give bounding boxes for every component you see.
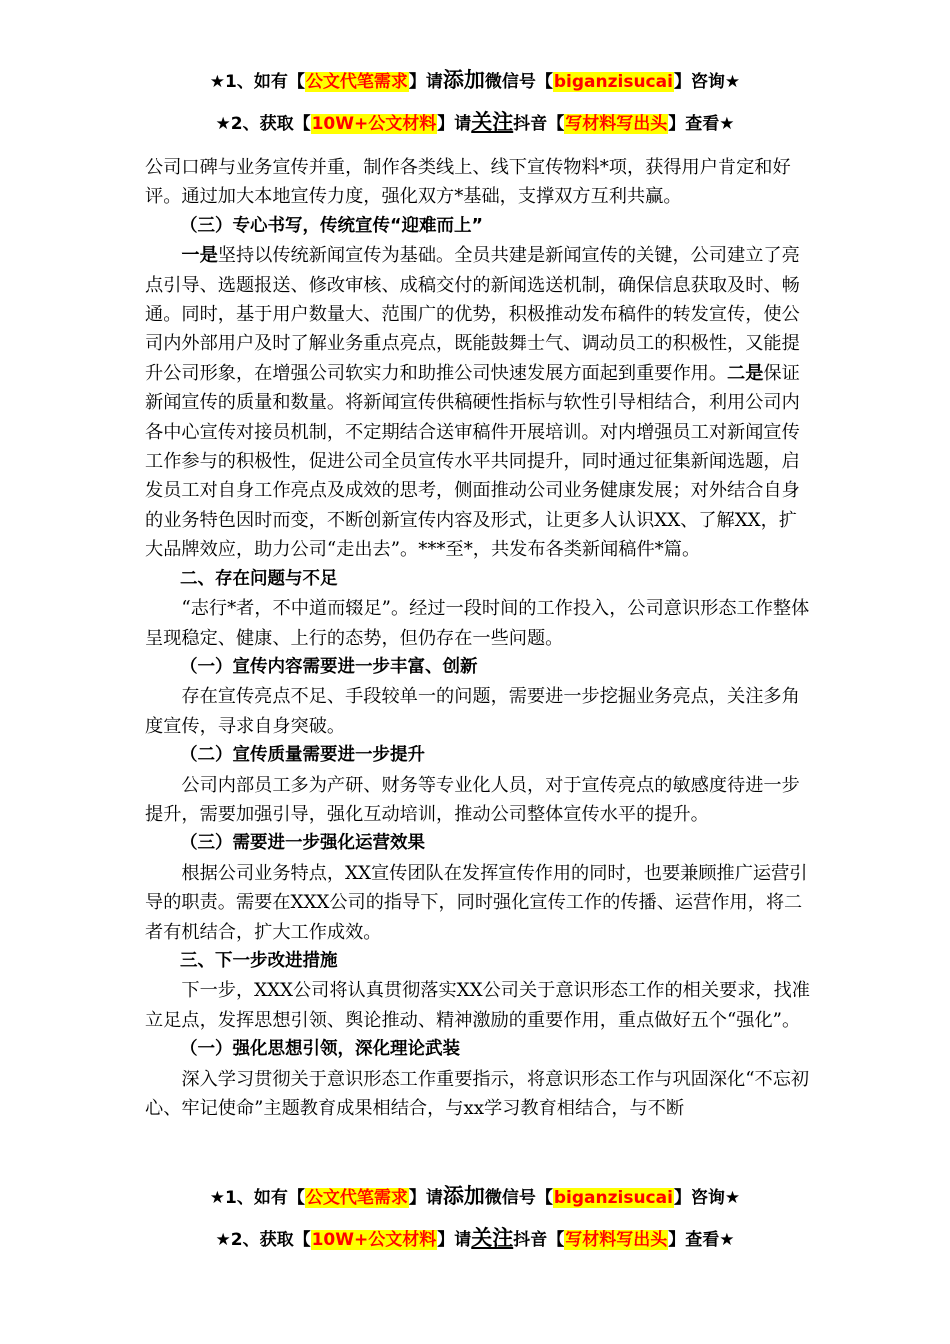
banner-emphasis: 添加	[442, 68, 485, 92]
banner-highlight-service: 公文代笔需求	[305, 72, 408, 92]
banner-text: ★2、获取【	[215, 1230, 311, 1250]
banner-text: 抖音【	[513, 114, 565, 134]
banner-highlight-wechat-id: biganzisucai	[553, 72, 673, 92]
paragraph-text: 坚持以传统新闻宣传为基础。全员共建是新闻宣传的关键，公司建立了亮点引导、选题报送、修改审核、成稿交付的新闻选送机制，确保信息获取及时、畅通。同时，基于用户数量大、范围广的优势，积极推动发布稿件的转发宣传，使公司内外部用户及时了解业务重点亮点，既能鼓舞士气、调动员工的积极性，又能提升公司形象，在增强公司软实力和助推公司快速发展方面起到重要作用。	[145, 245, 800, 384]
banner-text: 】请	[408, 72, 443, 92]
banner-highlight-materials: 10W+公文材料	[311, 1230, 437, 1250]
top-banner-line-1	[0, 68, 950, 94]
section-heading: 三、下一步改进措施	[180, 950, 338, 971]
section-heading: 二、存在问题与不足	[180, 568, 338, 589]
banner-highlight-materials: 10W+公文材料	[311, 114, 437, 134]
banner-text: 】请	[437, 114, 472, 134]
banner-highlight-service: 公文代笔需求	[305, 1188, 408, 1208]
section-heading: （二）宣传质量需要进一步提升	[180, 745, 425, 766]
paragraph: 下一步，XXX公司将认真贯彻落实XX公司关于意识形态工作的相关要求，找准立足点，发挥思想引领、舆论推动、精神激励的重要作用，重点做好五个“强化”。	[145, 980, 810, 1031]
section-heading: （一）强化思想引领，深化理论武装	[180, 1039, 460, 1060]
banner-text: 】咨询★	[673, 72, 741, 92]
paragraph: 公司口碑与业务宣传并重，制作各类线上、线下宣传物料*项，获得用户肯定和好评。通过加大本地宣传力度，强化双方*基础，支撑双方互利共赢。	[145, 157, 791, 208]
banner-text: 抖音【	[513, 1230, 565, 1250]
banner-text: ★1、如有【	[209, 1188, 305, 1208]
banner-text: 微信号【	[484, 72, 553, 92]
banner-text: ★1、如有【	[209, 72, 305, 92]
banner-highlight-douyin: 写材料写出头	[565, 114, 668, 134]
paragraph-text: 保证新闻宣传的质量和数量。将新闻宣传供稿硬性指标与软性引导相结合，利用公司内各中心宣传对接员机制，不定期结合送审稿件开展培训。对内增强员工对新闻宣传工作参与的积极性，促进公司全员宣传水平共同提升，同时通过征集新闻选题，启发员工对自身工作亮点及成效的思考，侧面推动公司业务健康发展；对外结合自身的业务特色因时而变，不断创新宣传内容及形式，让更多人认识XX、了解XX，扩大品牌效应，助力公司“走出去”。***至*，共发布各类新闻稿件*篇。	[145, 362, 800, 561]
banner-text: 】查看★	[668, 114, 735, 134]
top-banner-line-2	[0, 110, 950, 136]
banner-text: 】请	[437, 1230, 472, 1250]
bottom-banner-line-2	[0, 1226, 950, 1252]
lead-term: 一是	[181, 245, 218, 267]
paragraph: 存在宣传亮点不足、手段较单一的问题，需要进一步挖掘业务亮点，关注多角度宣传，寻求自身突破。	[145, 686, 800, 737]
paragraph: 根据公司业务特点，XX宣传团队在发挥宣传作用的同时，也要兼顾推广运营引导的职责。需要在XXX公司的指导下，同时强化宣传工作的传播、运营作用，将二者有机结合，扩大工作成效。	[145, 862, 808, 943]
banner-text: 】查看★	[668, 1230, 735, 1250]
banner-emphasis: 关注	[471, 110, 514, 134]
banner-emphasis: 关注	[471, 1226, 514, 1250]
banner-emphasis: 添加	[442, 1184, 485, 1208]
lead-term: 二是	[727, 362, 764, 384]
paragraph: “志行*者，不中道而辍足”。经过一段时间的工作投入，公司意识形态工作整体呈现稳定、健康、上行的态势，但仍存在一些问题。	[145, 598, 810, 649]
banner-text: 】请	[408, 1188, 443, 1208]
section-heading: （三）需要进一步强化运营效果	[180, 833, 425, 854]
banner-text: 】咨询★	[673, 1188, 741, 1208]
section-heading: （三）专心书写，传统宣传“迎难而上”	[180, 215, 484, 236]
bottom-banner-line-1	[0, 1184, 950, 1210]
paragraph: 深入学习贯彻关于意识形态工作重要指示，将意识形态工作与巩固深化“不忘初心、牢记使命”主题教育成果相结合，与xx学习教育相结合，与不断	[145, 1068, 810, 1119]
document-body	[145, 153, 813, 1123]
banner-text: ★2、获取【	[215, 114, 311, 134]
paragraph	[145, 241, 813, 564]
banner-highlight-wechat-id: biganzisucai	[553, 1188, 673, 1208]
banner-highlight-douyin: 写材料写出头	[565, 1230, 668, 1250]
section-heading: （一）宣传内容需要进一步丰富、创新	[180, 656, 478, 677]
banner-text: 微信号【	[484, 1188, 553, 1208]
paragraph: 公司内部员工多为产研、财务等专业化人员，对于宣传亮点的敏感度待进一步提升，需要加强引导，强化互动培训，推动公司整体宣传水平的提升。	[145, 774, 800, 825]
